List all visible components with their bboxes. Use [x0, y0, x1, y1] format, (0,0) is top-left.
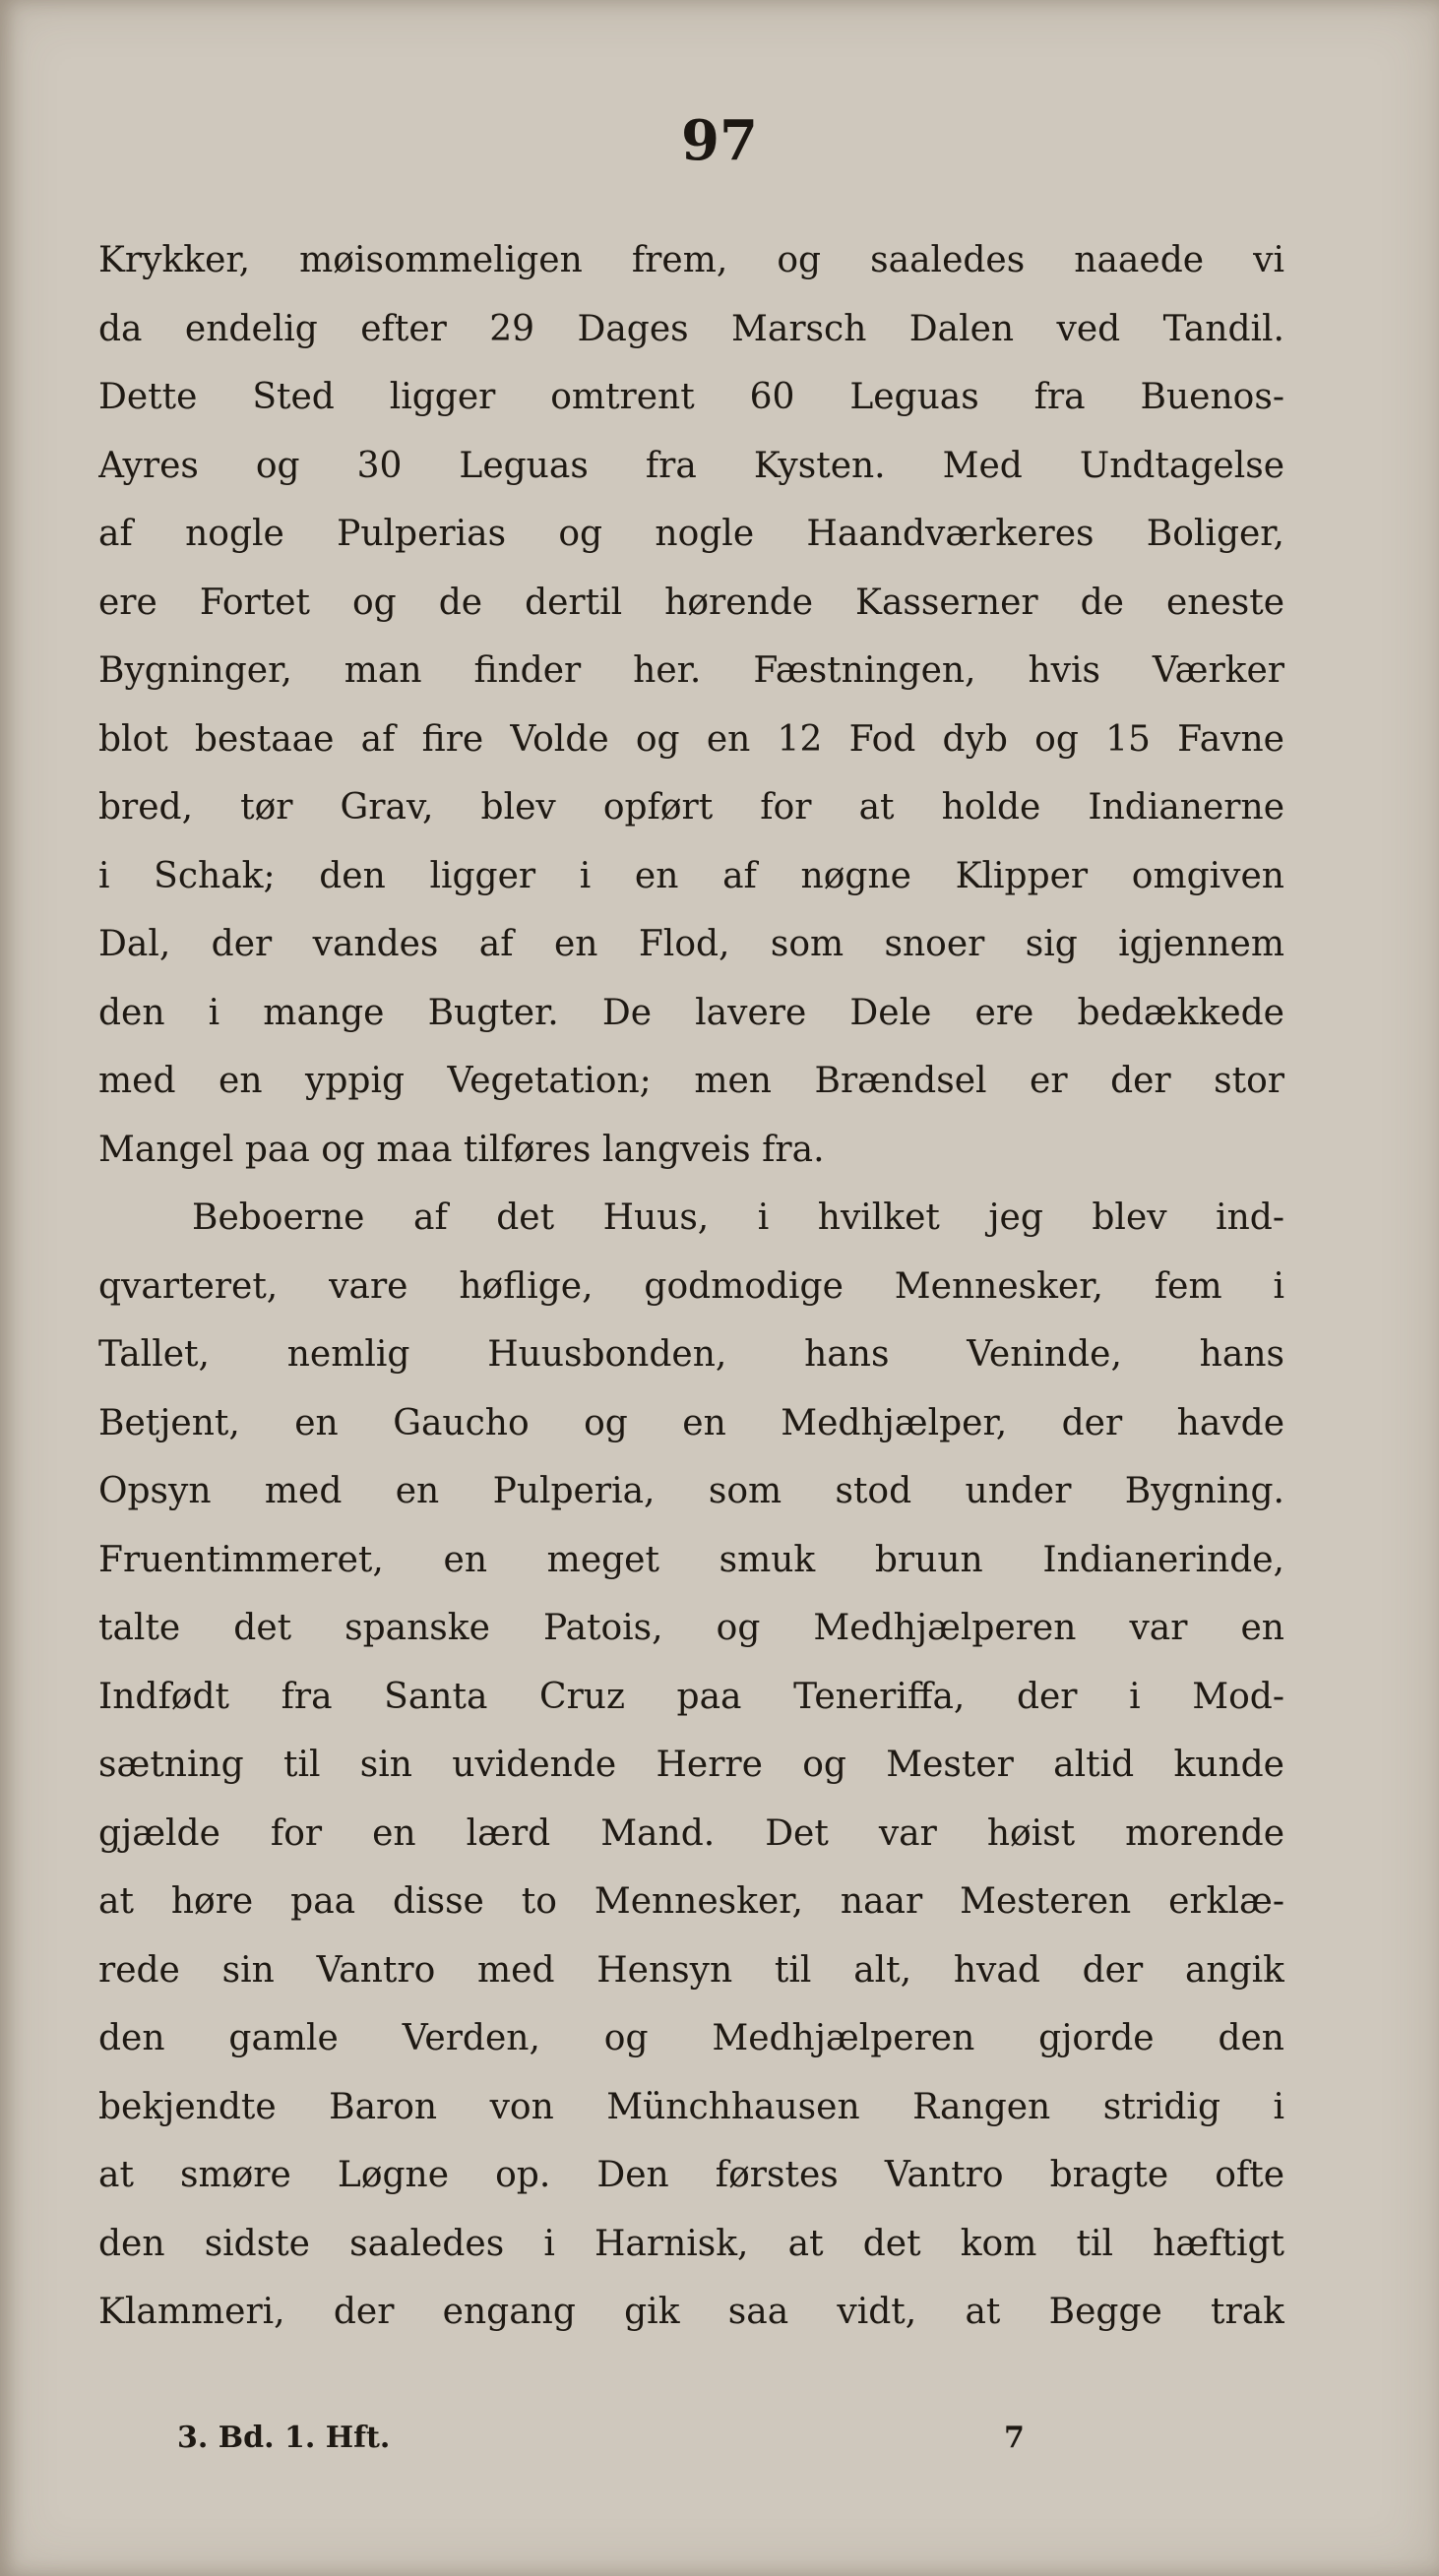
text-line: den i mange Bugter. De lavere Dele ere bedækkede — [98, 992, 1284, 1033]
paragraph-start-line: Beboerne af det Huus, i hvilket jeg blev ind- — [192, 1197, 1284, 1238]
text-line: talte det spanske Patois, og Medhjælperen var en — [98, 1608, 1284, 1648]
page-number: 97 — [681, 108, 758, 173]
text-line: qvarteret, vare høflige, godmodige Mennesker, fem i — [98, 1265, 1284, 1307]
text-line: Bygninger, man finder her. Fæstningen, hvis Værker — [98, 650, 1284, 691]
text-line: at smøre Løgne op. Den førstes Vantro bragte ofte — [98, 2155, 1284, 2195]
text-line: den gamle Verden, og Medhjælperen gjorde den — [98, 2018, 1284, 2058]
text-line: gjælde for en lærd Mand. Det var høist morende — [98, 1812, 1284, 1854]
text-line: sætning til sin uvidende Herre og Mester altid kunde — [98, 1745, 1284, 1785]
text-line: bekjendte Baron von Münchhausen Rangen stridig i — [98, 2086, 1284, 2127]
text-line: af nogle Pulperias og nogle Haandværkeres Boliger, — [98, 514, 1284, 554]
text-line: at høre paa disse to Mennesker, naar Mesteren erklæ- — [98, 1881, 1284, 1922]
text-line: Fruentimmeret, en meget smuk bruun Indianerinde, — [98, 1539, 1284, 1580]
text-line: da endelig efter 29 Dages Marsch Dalen ved Tandil. — [98, 308, 1284, 349]
text-line: rede sin Vantro med Hensyn til alt, hvad der angik — [98, 1949, 1284, 1991]
text-line: bred, tør Grav, blev opført for at holde Indianerne — [98, 787, 1284, 828]
text-line: Opsyn med en Pulperia, som stod under Bygning. — [98, 1471, 1284, 1511]
text-line: Ayres og 30 Leguas fra Kysten. Med Undtagelse — [98, 445, 1284, 486]
text-line: ere Fortet og de dertil hørende Kasserner de eneste — [98, 582, 1284, 623]
text-line: Krykker, møisommeligen frem, og saaledes naaede vi — [98, 240, 1284, 280]
text-line: Tallet, nemlig Huusbonden, hans Veninde, hans — [98, 1334, 1284, 1375]
text-line: Betjent, en Gaucho og en Medhjælper, der havde — [98, 1402, 1284, 1443]
text-line: Indfødt fra Santa Cruz paa Teneriffa, der i Mod- — [98, 1676, 1284, 1717]
sheet-number: 7 — [1004, 2421, 1025, 2455]
text-line: Klammeri, der engang gik saa vidt, at Begge trak — [98, 2292, 1284, 2332]
text-line: Dette Sted ligger omtrent 60 Leguas fra Buenos- — [98, 377, 1284, 417]
text-line: Dal, der vandes af en Flod, som snoer sig igjennem — [98, 924, 1284, 964]
signature-mark: 3. Bd. 1. Hft. — [177, 2421, 391, 2455]
text-line: med en yppig Vegetation; men Brændsel er der stor — [98, 1061, 1284, 1101]
text-line: den sidste saaledes i Harnisk, at det kom til hæftigt — [98, 2223, 1284, 2264]
text-line: blot bestaae af fire Volde og en 12 Fod dyb og 15 Favne — [98, 718, 1284, 760]
body-text — [98, 226, 1284, 2347]
text-line: i Schak; den ligger i en af nøgne Klipper omgiven — [98, 855, 1284, 896]
text-line: Mangel paa og maa tilføres langveis fra. — [98, 1129, 825, 1170]
